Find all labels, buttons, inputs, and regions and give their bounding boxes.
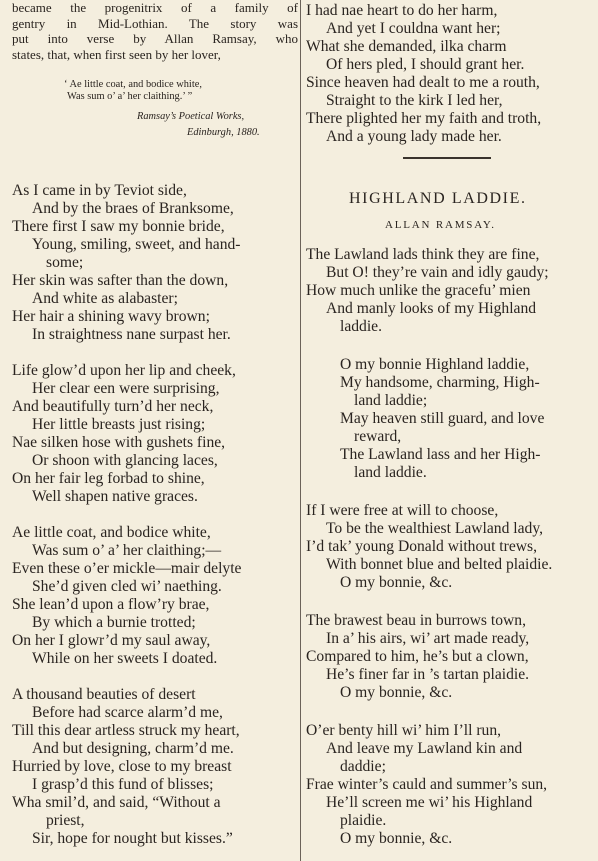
verse-line: The Lawland lass and her High- [340,446,541,463]
verse-line: And white as alabaster; [32,290,178,307]
intro-line: put into verse by Allan Ramsay, who [12,31,298,46]
verse-line: land laddie. [354,464,427,481]
verse-line: There plighted her my faith and troth, [306,110,542,127]
column-divider [300,0,301,861]
verse-line: On her I glowr’d my saul away, [12,632,211,649]
verse-line: Her skin was safter than the down, [12,272,229,289]
verse-line: daddie; [340,758,386,775]
verse-line: Young, smiling, sweet, and hand- [32,236,241,253]
verse-line: Sir, hope for nought but kisses.” [32,830,233,847]
verse-line: reward, [354,428,402,445]
verse-line: How much unlike the gracefu’ mien [306,282,531,299]
intro-line: gentry in Mid-Lothian. The story was [12,15,298,31]
verse-line: O’er benty hill wi’ him I’ll run, [306,722,502,739]
verse-line: Even these o’er mickle—mair delyte [12,560,242,577]
verse-line: And a young lady made her. [326,128,502,145]
verse-line: some; [46,254,84,271]
verse-line: If I were free at will to choose, [306,502,499,519]
verse-line: And yet I couldna want her; [326,20,501,37]
verse-line: Since heaven had dealt to me a routh, [306,74,540,91]
verse-line: And beautifully turn’d her neck, [12,398,214,415]
section-divider [403,157,491,159]
verse-line: And but designing, charm’d me. [32,740,234,757]
verse-line: O my bonnie Highland laddie, [340,356,530,373]
verse-line: Frae winter’s cauld and summer’s sun, [306,776,548,793]
verse-line: Or shoon with glancing laces, [32,452,218,469]
verse-line: But O! they’re vain and idly gaudy; [326,264,549,281]
verse-line: And leave my Lawland kin and [326,740,523,757]
verse-line: In a’ his airs, wi’ art made ready, [326,630,530,647]
verse-line: May heaven still guard, and love [340,410,545,427]
verse-line: In straightness nane surpast her. [32,326,231,343]
verse-line: There first I saw my bonnie bride, [12,218,225,235]
verse-line: A thousand beauties of desert [12,686,196,703]
verse-line: By which a burnie trotted; [32,614,196,631]
verse-line: Before had scarce alarm’d me, [32,704,223,721]
verse-line: laddie. [340,318,382,335]
verse-line: land laddie; [354,392,428,409]
verse-line: Straight to the kirk I led her, [326,92,503,109]
citation-line: Edinburgh, 1880. [187,127,260,138]
quote-line: ‘ Ae little coat, and bodice white, [64,79,202,90]
verse-line: O my bonnie, &c. [340,574,453,591]
verse-line: While on her sweets I doated. [32,650,218,667]
intro-line: states, that, when first seen by her lover, [12,46,221,62]
verse-line: And by the braes of Branksome, [32,200,234,217]
verse-line: The brawest beau in burrows town, [306,612,526,629]
verse-line: Well shapen native graces. [32,488,198,505]
verse-line: As I came in by Teviot side, [12,182,187,199]
verse-line: He’ll screen me wi’ his Highland [326,794,533,811]
verse-line: Her clear een were surprising, [32,380,220,397]
verse-line: What she demanded, ilka charm [306,38,507,55]
verse-line: Life glow’d upon her lip and cheek, [12,362,236,379]
verse-line: The Lawland lads think they are fine, [306,246,540,263]
intro-line: became the progenitrix of a family of [12,0,298,15]
verse-line: O my bonnie, &c. [340,684,453,701]
verse-line: Of hers pled, I should grant her. [326,56,525,73]
verse-line: Ae little coat, and bodice white, [12,524,211,541]
verse-line: Was sum o’ a’ her claithing;— [32,542,222,559]
verse-line: Her little breasts just rising; [32,416,206,433]
verse-line: I grasp’d this fund of blisses; [32,776,214,793]
verse-line: My handsome, charming, High- [340,374,540,391]
verse-line: plaidie. [340,812,387,829]
verse-line: She lean’d upon a flow’ry brae, [12,596,210,613]
verse-line: I’d tak’ young Donald without trews, [306,538,537,555]
verse-line: Compared to him, he’s but a clown, [306,648,529,665]
verse-line: priest, [46,812,85,829]
verse-line: Till this dear artless struck my heart, [12,722,240,739]
verse-line: On her fair leg forbad to shine, [12,470,205,487]
citation-line: Ramsay’s Poetical Works, [137,111,245,122]
verse-line: Nae silken hose with gushets fine, [12,434,226,451]
verse-line: I had nae heart to do her harm, [306,2,498,19]
verse-line: Her hair a shining wavy brown; [12,308,210,325]
verse-line: With bonnet blue and belted plaidie. [326,556,553,573]
verse-line: She’d given cled wi’ naething. [32,578,222,595]
verse-line: O my bonnie, &c. [340,830,453,847]
quote-line: Was sum o’ a’ her claithing.’ ” [67,91,193,102]
poem-author: ALLAN RAMSAY. [385,219,496,231]
poem-title: HIGHLAND LADDIE. [349,190,527,207]
verse-line: Wha smil’d, and said, “Without a [12,794,221,811]
verse-line: And manly looks of my Highland [326,300,537,317]
verse-line: He’s finer far in ’s tartan plaidie. [326,666,530,683]
verse-line: To be the wealthiest Lawland lady, [326,520,544,537]
verse-line: Hurried by love, close to my breast [12,758,232,775]
